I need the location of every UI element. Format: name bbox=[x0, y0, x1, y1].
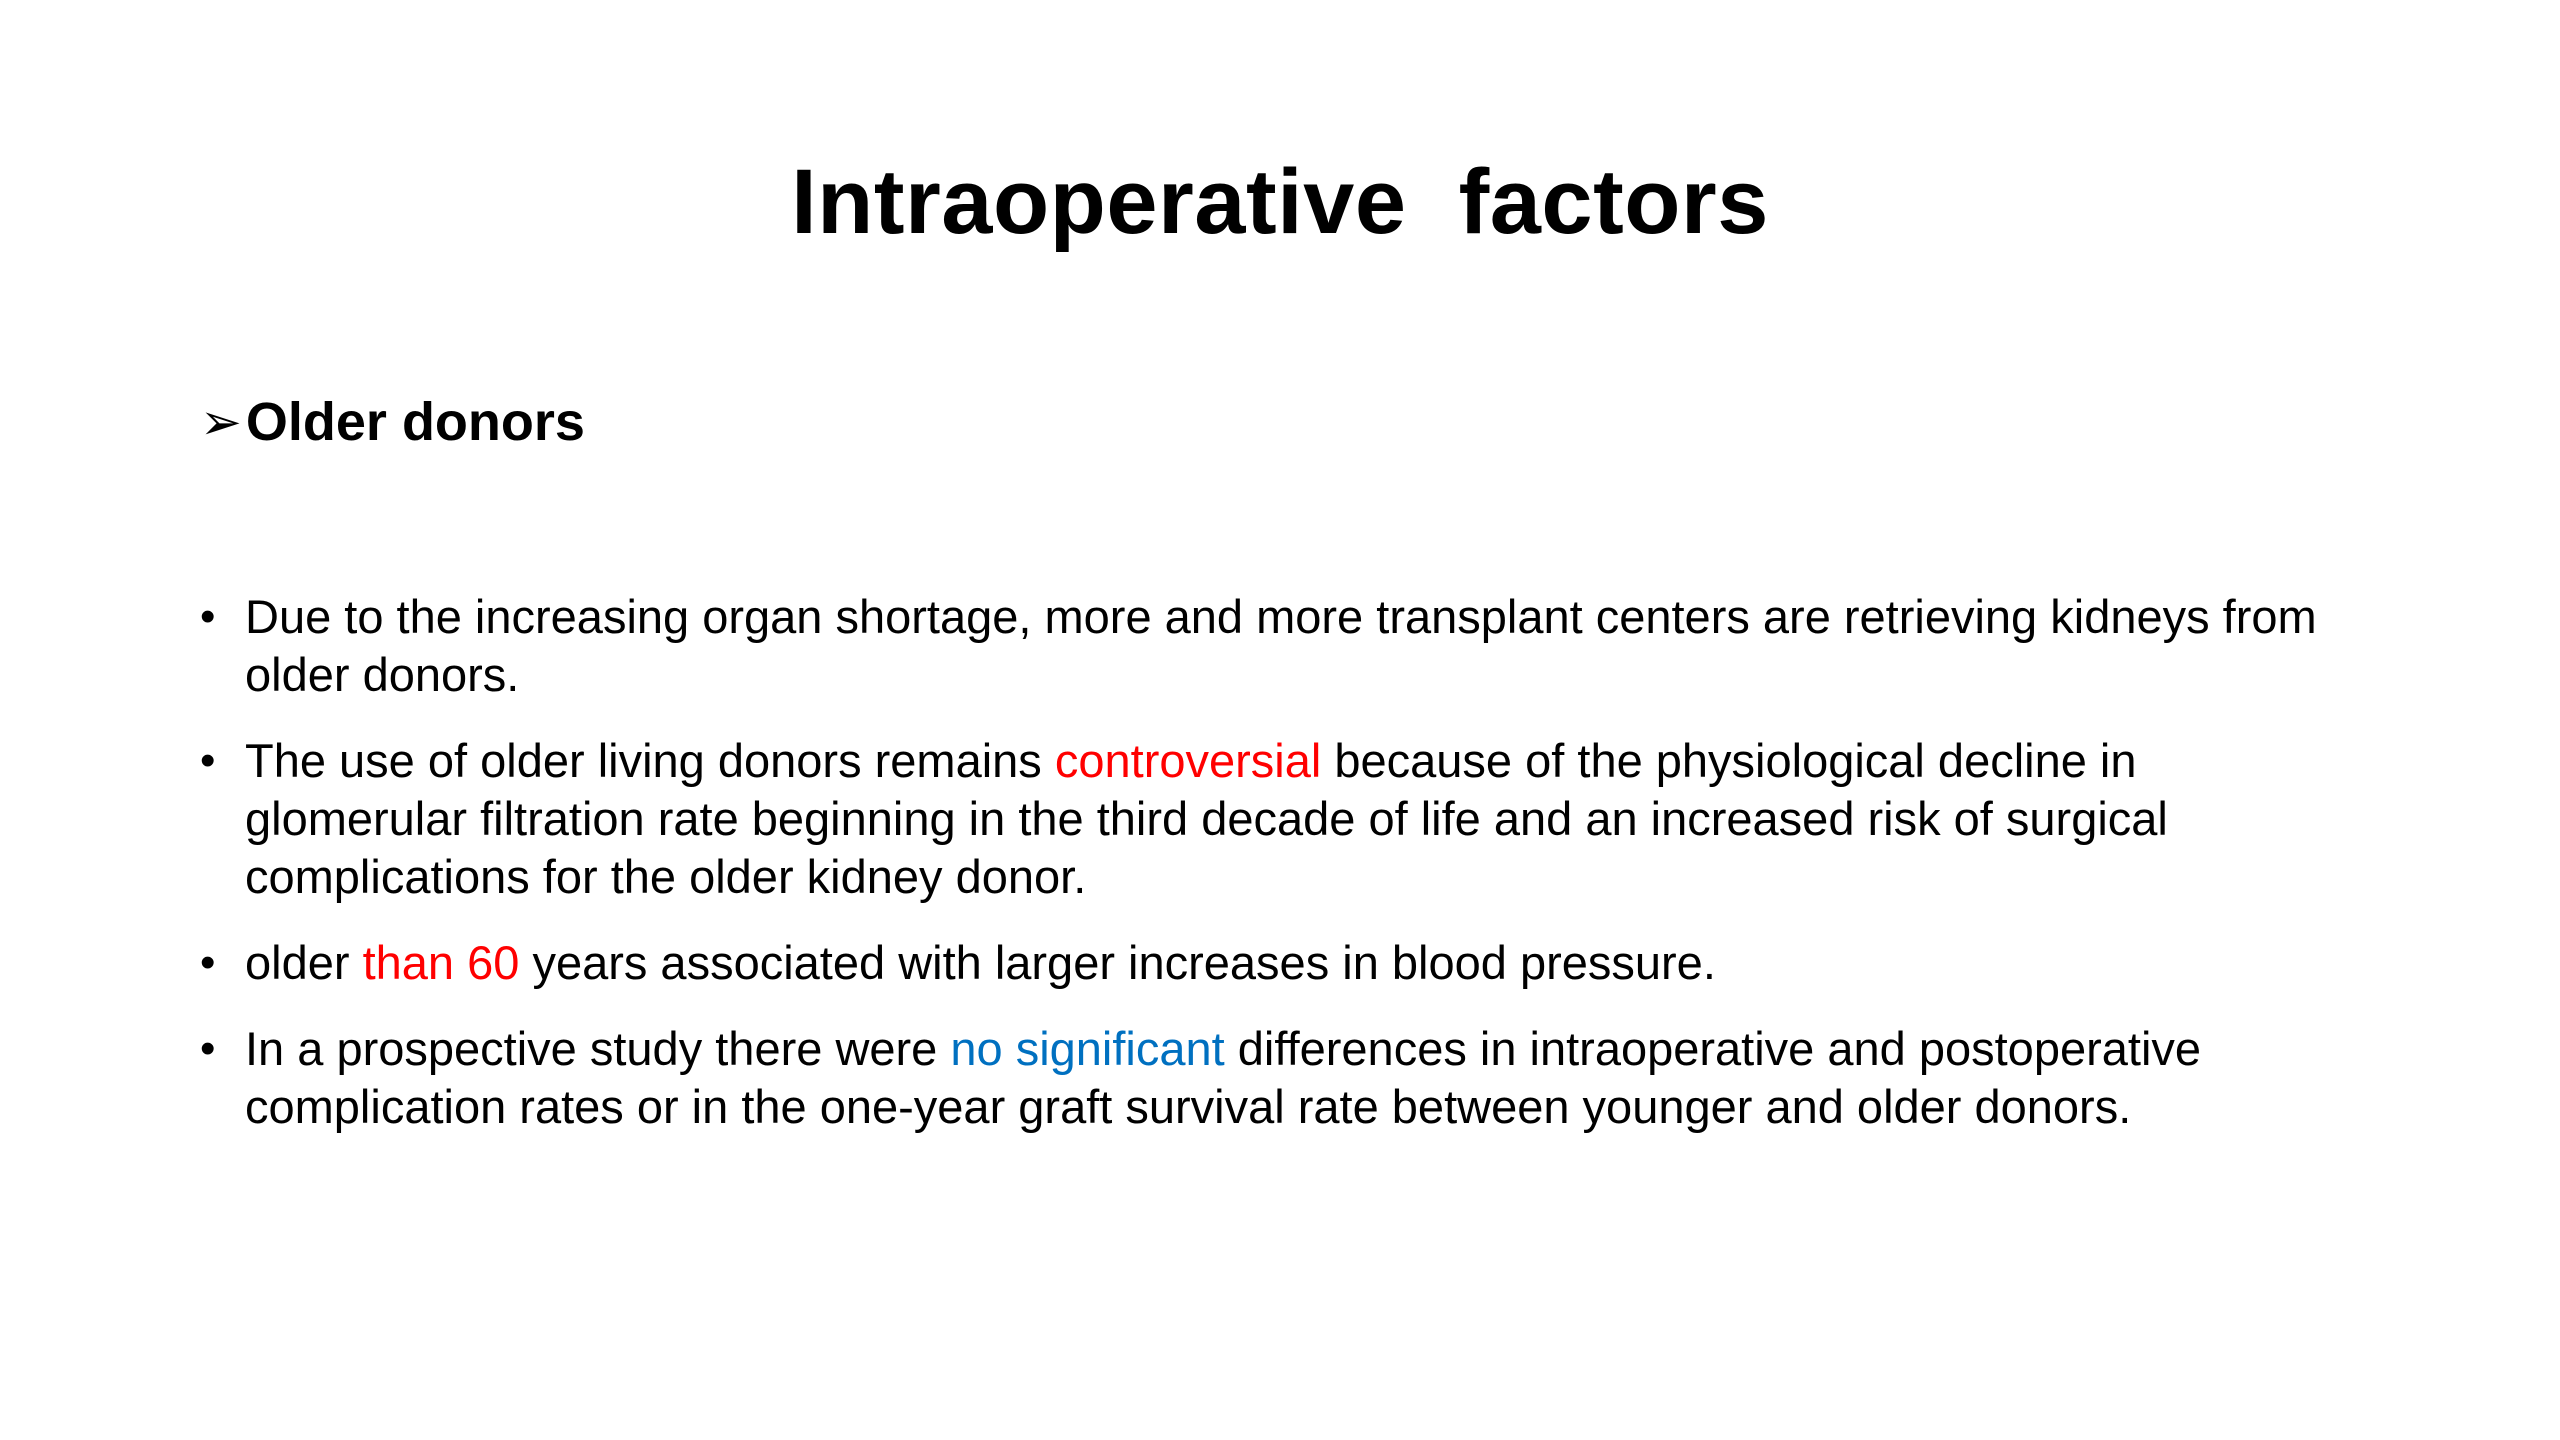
bullet-list bbox=[200, 588, 2360, 1164]
bullet-text: Due to the increasing organ shortage, more and more transplant centers are retrieving kidneys from older donors. bbox=[245, 590, 2317, 701]
arrow-bullet-icon: ➢ bbox=[200, 393, 242, 452]
bullet-dot-icon: • bbox=[200, 938, 216, 987]
bullet-text: older bbox=[245, 936, 363, 989]
bullet-dot-icon: • bbox=[200, 592, 216, 641]
bullet-item bbox=[200, 588, 2360, 704]
bullet-text: because of the physiological decline in glomerular filtration rate beginning in the third decade of life and an increased risk of surgical complications for the older kidney donor. bbox=[245, 734, 2168, 903]
slide-title: Intraoperative factors bbox=[791, 151, 1769, 253]
bullet-text: The use of older living donors remains bbox=[245, 734, 1055, 787]
highlight-controversial: controversial bbox=[1054, 734, 1322, 787]
bullet-text: years associated with larger increases in blood pressure. bbox=[519, 936, 1716, 989]
bullet-item bbox=[200, 934, 2360, 992]
bullet-text: differences in intraoperative and postoperative complication rates or in the one-year graft survival rate between younger and older donors. bbox=[245, 1022, 2202, 1133]
bullet-item bbox=[200, 1020, 2360, 1136]
bullet-text: In a prospective study there were bbox=[245, 1022, 951, 1075]
bullet-dot-icon: • bbox=[200, 1024, 216, 1073]
subheading-text: Older donors bbox=[245, 392, 585, 452]
bullet-dot-icon: • bbox=[200, 736, 216, 785]
highlight-no-significant: no significant bbox=[950, 1022, 1225, 1075]
highlight-than-60: than 60 bbox=[362, 936, 520, 989]
subheading bbox=[200, 390, 585, 455]
bullet-item bbox=[200, 732, 2360, 906]
